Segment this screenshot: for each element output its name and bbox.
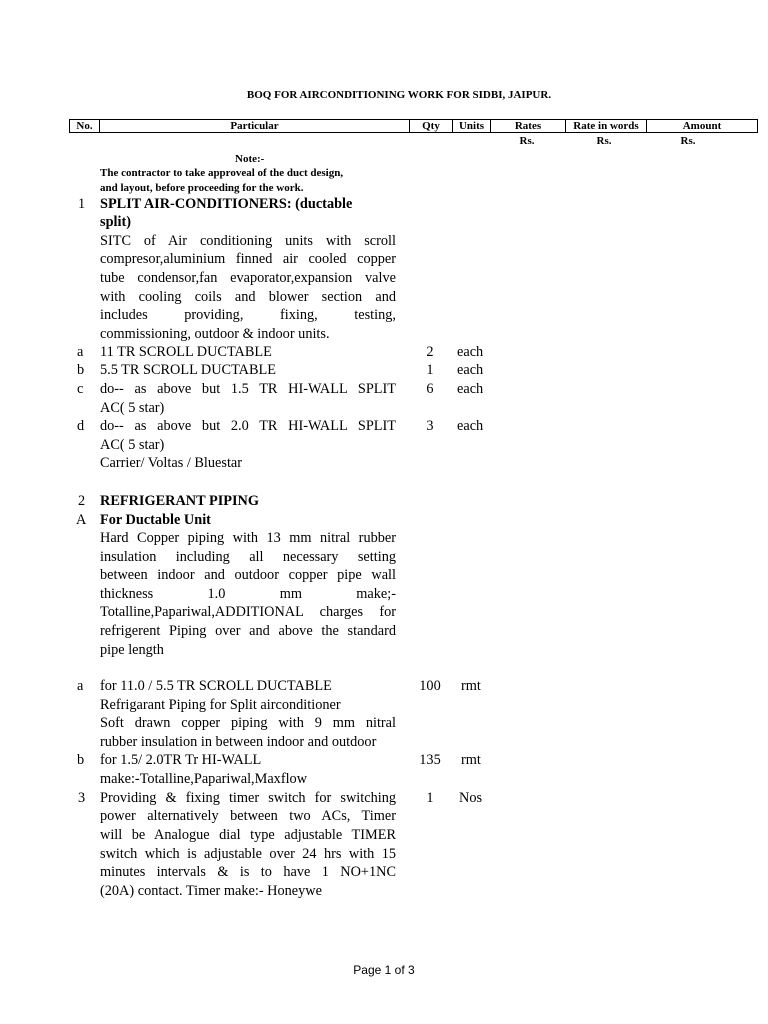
description-line: SITC of Air conditioning units with scroll [100, 233, 396, 249]
description-line: Refrigarant Piping for Split airconditioner [100, 697, 341, 713]
note-line: The contractor to take approveal of the duct design, [100, 167, 344, 179]
item-id: a [77, 344, 84, 360]
header-rates: Rates [491, 120, 566, 132]
description-line: Totalline,Papariwal,ADDITIONAL charges for [100, 604, 396, 620]
header-qty: Qty [410, 120, 453, 132]
header-amount: Amount [682, 120, 722, 132]
description-line: pipe length [100, 642, 164, 658]
description-line: with cooling coils and blower section and [100, 289, 396, 305]
description-line: tube condensor,fan evaporator,expansion valve [100, 270, 396, 286]
item-text: do-- as above but 1.5 TR HI-WALL SPLIT [100, 381, 396, 397]
section-heading: split) [100, 214, 131, 230]
item-text: 11 TR SCROLL DUCTABLE [100, 344, 272, 360]
item-qty: 2 [426, 344, 434, 360]
description-line: refrigerent Piping over and above the standard [100, 623, 396, 639]
item-id: c [77, 381, 84, 397]
section-heading: REFRIGERANT PIPING [100, 493, 260, 509]
item-id: b [77, 752, 85, 768]
header-units: Units [453, 120, 491, 132]
item-qty: 1 [426, 790, 434, 806]
item-unit: each [457, 381, 484, 397]
item-id: b [77, 362, 85, 378]
subsection-heading: For Ductable Unit [100, 512, 211, 528]
item-text: AC( 5 star) [100, 400, 165, 416]
item-text: for 1.5/ 2.0TR Tr HI-WALL [100, 752, 262, 768]
item-text: for 11.0 / 5.5 TR SCROLL DUCTABLE [100, 678, 332, 694]
description-line: will be Analogue dial type adjustable TIMER [100, 827, 396, 843]
description-line: between indoor and outdoor copper pipe wall [100, 567, 396, 583]
note-line: and layout, before proceeding for the work. [100, 182, 304, 194]
item-qty: 135 [419, 752, 441, 768]
note-heading: Note:- [235, 153, 265, 165]
subsection-number: A [76, 512, 87, 528]
item-qty: 1 [426, 362, 434, 378]
description-line: rubber insulation in between indoor and outdoor [100, 734, 377, 750]
rates-currency: Rs. [519, 135, 535, 147]
description-line: Providing & fixing timer switch for switching [100, 790, 396, 806]
item-id: d [77, 418, 85, 434]
section-number: 3 [78, 790, 86, 806]
amount-currency: Rs. [680, 135, 696, 147]
item-qty: 100 [419, 678, 441, 694]
description-line: thickness 1.0 mm make;- [100, 586, 396, 602]
item-unit: each [457, 418, 484, 434]
description-line: (20A) contact. Timer make:- Honeywe [100, 883, 322, 899]
description-line: switch which is adjustable over 24 hrs with 15 [100, 846, 396, 862]
item-text: do-- as above but 2.0 TR HI-WALL SPLIT [100, 418, 396, 434]
make-line: Carrier/ Voltas / Bluestar [100, 455, 243, 471]
item-unit: Nos [459, 790, 483, 806]
description-line: power alternatively between two ACs, Timer [100, 808, 396, 824]
page-title: BOQ FOR AIRCONDITIONING WORK FOR SIDBI, JAIPUR. [246, 89, 552, 101]
description-line: insulation including all necessary setting [100, 549, 396, 565]
item-unit: each [457, 344, 484, 360]
section-number: 1 [78, 196, 86, 212]
item-unit: rmt [461, 752, 481, 768]
item-qty: 6 [426, 381, 434, 397]
section-number: 2 [78, 493, 86, 509]
description-line: commissioning, outdoor & indoor units. [100, 326, 330, 342]
page-number: Page 1 of 3 [353, 963, 415, 977]
item-id: a [77, 678, 84, 694]
description-line: minutes intervals & is to have 1 NO+1NC [100, 864, 396, 880]
header-particular: Particular [100, 120, 410, 132]
description-line: Hard Copper piping with 13 mm nitral rubber [100, 530, 396, 546]
description-line: includes providing, fixing, testing, [100, 307, 396, 323]
description-line: compresor,aluminium finned air cooled copper [100, 251, 396, 267]
header-no: No. [70, 120, 100, 132]
rate-words-currency: Rs. [596, 135, 612, 147]
header-rate-in-words: Rate in words [566, 120, 647, 132]
section-heading: SPLIT AIR-CONDITIONERS: (ductable [100, 196, 353, 212]
table-header [69, 119, 758, 133]
description-line: Soft drawn copper piping with 9 mm nitral [100, 715, 396, 731]
item-text: 5.5 TR SCROLL DUCTABLE [100, 362, 276, 378]
make-line: make:-Totalline,Papariwal,Maxflow [100, 771, 308, 787]
item-unit: each [457, 362, 484, 378]
item-unit: rmt [461, 678, 481, 694]
item-text: AC( 5 star) [100, 437, 165, 453]
item-qty: 3 [426, 418, 434, 434]
